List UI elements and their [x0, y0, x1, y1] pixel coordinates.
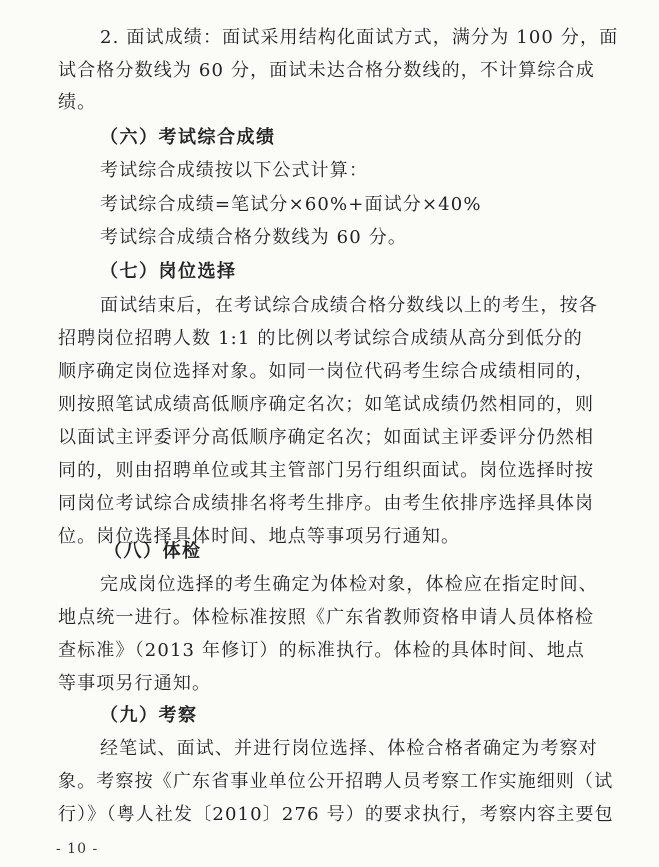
paragraph-line: 地点统一进行。体检标准按照《广东省教师资格申请人员体格检: [58, 607, 595, 628]
paragraph-line: 顺序确定岗位选择对象。如同一岗位代码考生综合成绩相同的，: [58, 361, 595, 382]
section-heading-6: （六）考试综合成绩: [100, 127, 276, 148]
paragraph-line: 同岗位考试综合成绩排名将考生排序。由考生依排序选择具体岗: [58, 493, 595, 514]
paragraph-line: 则按照笔试成绩高低顺序确定名次；如笔试成绩仍然相同的，则: [58, 394, 595, 415]
paragraph-line: 以面试主评委评分高低顺序确定名次；如面试主评委评分仍然相: [58, 427, 595, 448]
section-heading-8: （八）体检: [104, 541, 202, 562]
paragraph-line: 2. 面试成绩：面试采用结构化面试方式，满分为 100 分，面: [100, 27, 619, 48]
paragraph-line: 同的，则由招聘单位或其主管部门另行组织面试。岗位选择时按: [58, 460, 595, 481]
section-heading-7: （七）岗位选择: [100, 261, 237, 282]
formula-line: 考试综合成绩=笔试分×60%+面试分×40%: [100, 194, 482, 215]
paragraph-line: 绩。: [58, 92, 97, 113]
paragraph-line: 查标准》（2013 年修订）的标准执行。体检的具体时间、地点: [58, 640, 586, 661]
paragraph-line: 行）》（粤人社发〔2010〕276 号）的要求执行，考察内容主要包: [58, 804, 614, 825]
paragraph-line: 考试综合成绩合格分数线为 60 分。: [100, 227, 408, 248]
page-number: - 10 -: [56, 841, 99, 857]
paragraph-line: 招聘岗位招聘人数 1:1 的比例以考试综合成绩从高分到低分的: [58, 328, 583, 349]
paragraph-line: 考试综合成绩按以下公式计算：: [100, 160, 369, 181]
section-heading-9: （九）考察: [100, 705, 198, 726]
paragraph-line: 等事项另行通知。: [58, 673, 212, 694]
paragraph-line: 完成岗位选择的考生确定为体检对象，体检应在指定时间、: [100, 574, 598, 595]
paragraph-line: 试合格分数线为 60 分，面试未达合格分数线的，不计算综合成: [58, 60, 595, 81]
paragraph-line: 位。岗位选择具体时间、地点等事项另行通知。: [58, 526, 461, 547]
paragraph-line: 经笔试、面试、并进行岗位选择、体检合格者确定为考察对: [100, 738, 598, 759]
paragraph-line: 象。考察按《广东省事业单位公开招聘人员考察工作实施细则（试: [58, 771, 614, 792]
paragraph-line: 面试结束后，在考试综合成绩合格分数线以上的考生，按各: [100, 295, 598, 316]
